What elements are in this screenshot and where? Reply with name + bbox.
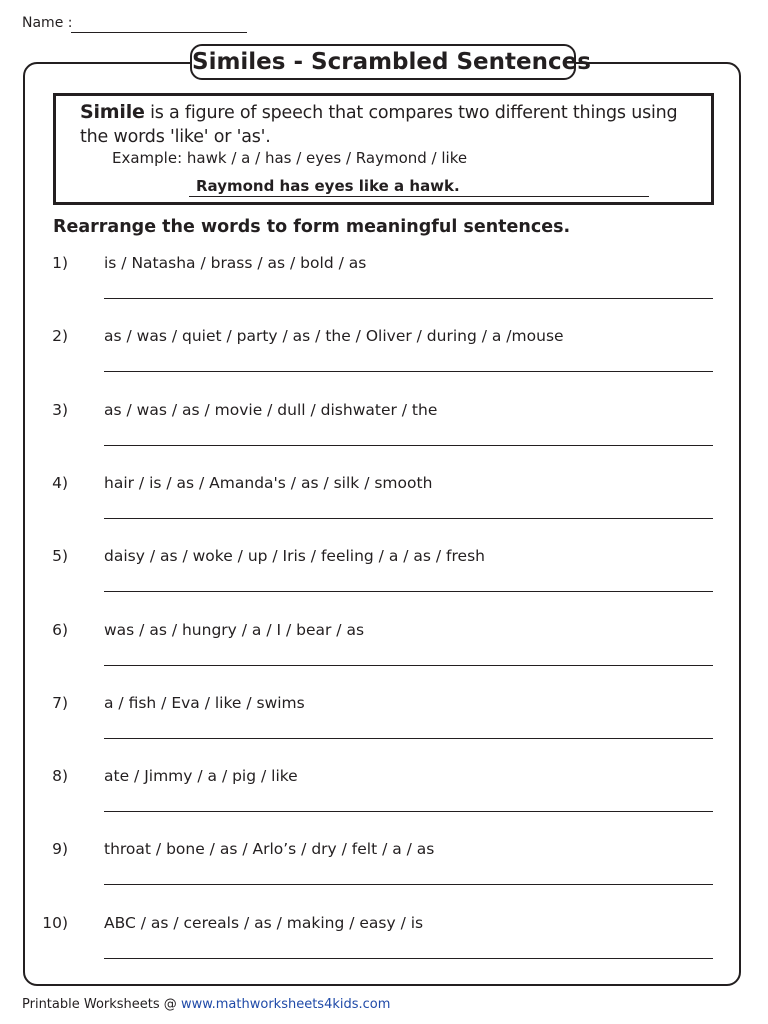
scrambled-words: as / was / as / movie / dull / dishwater / the [104, 401, 438, 419]
answer-line[interactable] [104, 958, 713, 959]
scrambled-words: a / fish / Eva / like / swims [104, 694, 305, 712]
scrambled-words: ate / Jimmy / a / pig / like [104, 767, 298, 785]
footer [22, 997, 390, 1012]
question-item [0, 327, 768, 387]
answer-line[interactable] [104, 298, 713, 299]
answer-line[interactable] [104, 591, 713, 592]
answer-line[interactable] [104, 518, 713, 519]
answer-line[interactable] [104, 445, 713, 446]
example-row [112, 149, 467, 167]
answer-line[interactable] [104, 884, 713, 885]
question-number: 10) [42, 914, 68, 932]
question-number: 6) [52, 621, 68, 639]
definition-text [80, 100, 705, 149]
scrambled-words: ABC / as / cereals / as / making / easy / is [104, 914, 424, 932]
example-label: Example: [112, 149, 183, 167]
question-number: 3) [52, 401, 68, 419]
footer-label: Printable Worksheets @ [22, 997, 181, 1012]
example-answer-line [189, 196, 649, 197]
question-number: 1) [52, 254, 68, 272]
question-number: 4) [52, 474, 68, 492]
question-item [0, 547, 768, 607]
scrambled-words: as / was / quiet / party / as / the / Oliver / during / a /mouse [104, 327, 564, 345]
question-item [0, 694, 768, 754]
question-item [0, 254, 768, 314]
question-item [0, 840, 768, 900]
question-number: 5) [52, 547, 68, 565]
question-item [0, 474, 768, 534]
scrambled-words: daisy / as / woke / up / Iris / feeling / a / as / fresh [104, 547, 485, 565]
question-number: 2) [52, 327, 68, 345]
question-number: 7) [52, 694, 68, 712]
scrambled-words: throat / bone / as / Arlo’s / dry / felt / a / as [104, 840, 435, 858]
answer-line[interactable] [104, 811, 713, 812]
footer-link[interactable]: www.mathworksheets4kids.com [180, 997, 391, 1012]
answer-line[interactable] [104, 371, 713, 372]
name-label: Name : [22, 15, 73, 31]
question-item [0, 767, 768, 827]
question-number: 9) [52, 840, 68, 858]
example-words: hawk / a / has / eyes / Raymond / like [186, 149, 468, 167]
question-number: 8) [52, 767, 68, 785]
definition-box [53, 93, 714, 205]
worksheet-title: Similes - Scrambled Sentences [190, 44, 576, 80]
definition-term: Simile [80, 101, 145, 123]
example-answer: Raymond has eyes like a hawk. [196, 177, 460, 195]
question-item [0, 621, 768, 681]
answer-line[interactable] [104, 665, 713, 666]
scrambled-words: hair / is / as / Amanda's / as / silk / smooth [104, 474, 433, 492]
question-item [0, 401, 768, 461]
answer-line[interactable] [104, 738, 713, 739]
definition-body: is a figure of speech that compares two different things using the words 'like' or 'as'. [80, 103, 678, 147]
scrambled-words: was / as / hungry / a / I / bear / as [104, 621, 365, 639]
instruction-heading: Rearrange the words to form meaningful sentences. [53, 217, 571, 237]
question-item [0, 914, 768, 974]
scrambled-words: is / Natasha / brass / as / bold / as [104, 254, 367, 272]
name-answer-line[interactable] [71, 32, 247, 33]
